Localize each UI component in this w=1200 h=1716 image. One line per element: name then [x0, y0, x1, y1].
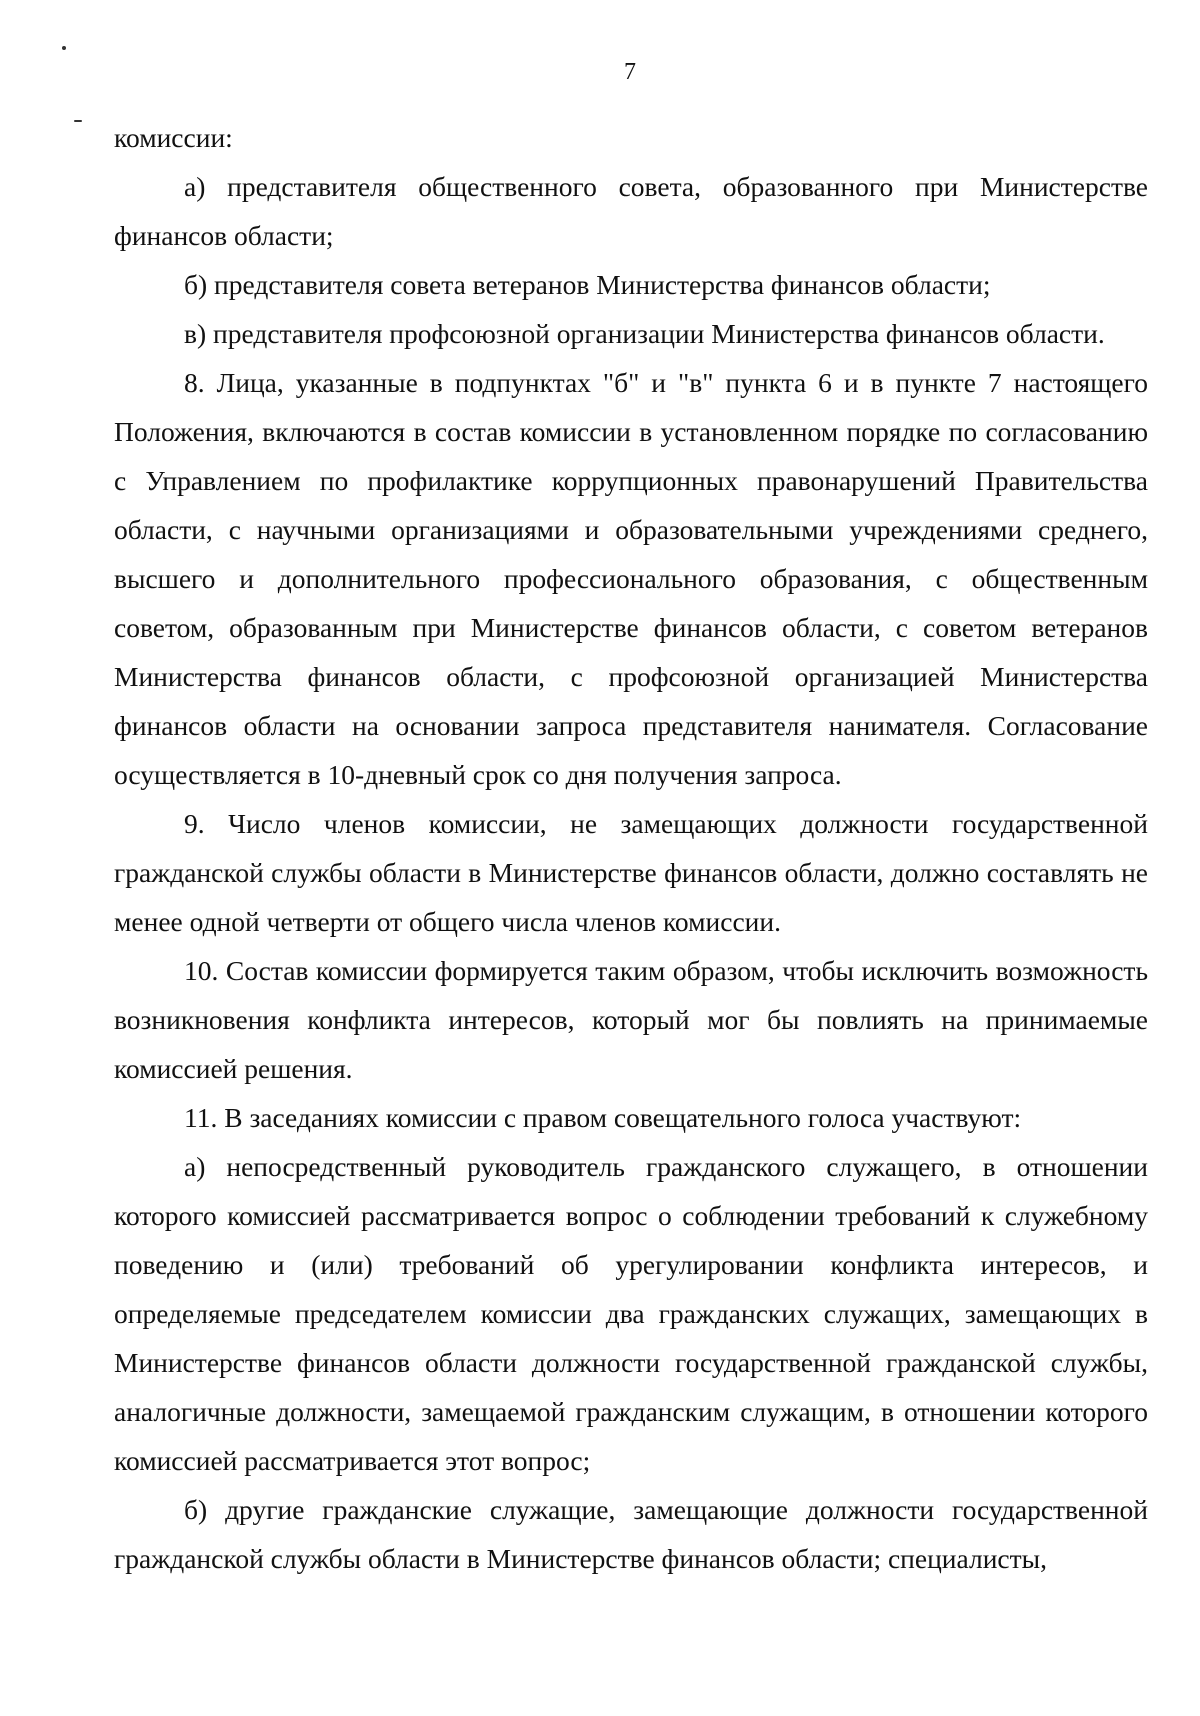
- paragraph-item-v: в) представителя профсоюзной организации Министерства финансов области.: [184, 318, 1105, 349]
- paragraph-item-a: а) представителя общественного совета, образованного при Министерстве финансов области;: [114, 171, 1148, 251]
- page-number: 7: [624, 59, 636, 85]
- paragraph-continuation: комиссии:: [114, 122, 233, 153]
- scan-speck: [74, 120, 82, 122]
- paragraph-clause-11: 11. В заседаниях комиссии с правом совещательного голоса участвуют:: [184, 1102, 1022, 1133]
- document-body: [114, 113, 1148, 1583]
- paragraph-clause-10: 10. Состав комиссии формируется таким образом, чтобы исключить возможность возникновения конфликта интересов, который мог бы повлиять на принимаемые комиссией решения.: [114, 955, 1148, 1084]
- scan-speck: [62, 46, 66, 50]
- paragraph-clause-11-item-a: а) непосредственный руководитель гражданского служащего, в отношении которого комиссией рассматривается вопрос о соблюдении требований к служебному поведению и (или) требований об урегулировании конфликта интересов, и определяемые председателем комиссии два гражданских служащих, замещающих в Министерстве финансов области должности государственной гражданской службы, аналогичные должности, замещаемой гражданским служащим, в отношении которого комиссией рассматривается этот вопрос;: [114, 1151, 1148, 1476]
- paragraph-clause-11-item-b: б) другие гражданские служащие, замещающие должности государственной гражданской службы области в Министерстве финансов области; специалисты,: [114, 1494, 1148, 1574]
- paragraph-clause-8: 8. Лица, указанные в подпунктах "б" и "в" пункта 6 и в пункте 7 настоящего Положения, включаются в состав комиссии в установленном порядке по согласованию с Управлением по профилактике коррупционных правонарушений Правительства области, с научными организациями и образовательными учреждениями среднего, высшего и дополнительного профессионального образования, с общественным советом, образованным при Министерстве финансов области, с советом ветеранов Министерства финансов области, с профсоюзной организацией Министерства финансов области на основании запроса представителя нанимателя. Согласование осуществляется в 10-дневный срок со дня получения запроса.: [114, 367, 1148, 790]
- paragraph-item-b: б) представителя совета ветеранов Министерства финансов области;: [184, 269, 991, 300]
- paragraph-clause-9: 9. Число членов комиссии, не замещающих должности государственной гражданской службы области в Министерстве финансов области, должно составлять не менее одной четверти от общего числа членов комиссии.: [114, 808, 1148, 937]
